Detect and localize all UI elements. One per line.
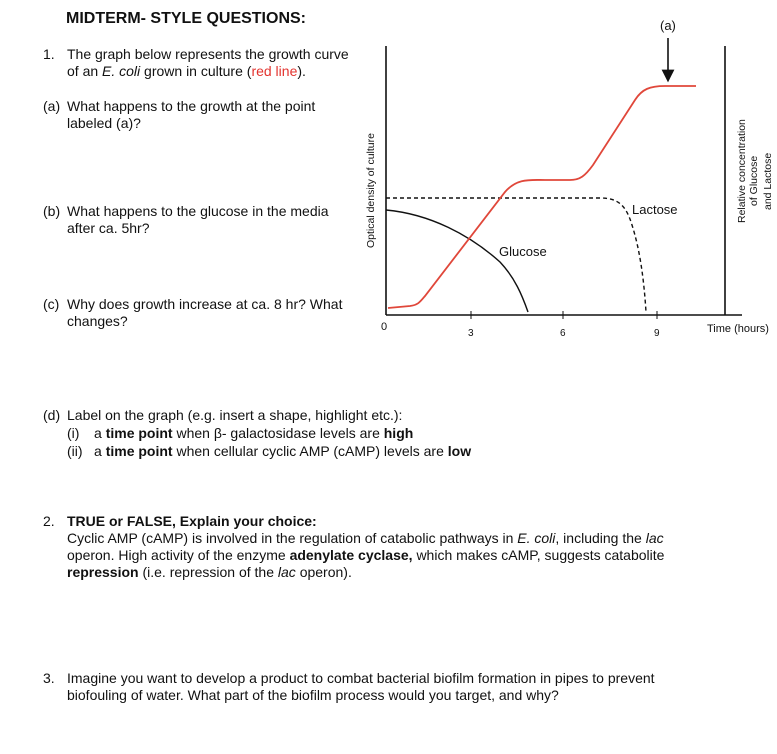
glucose-curve [386,210,528,312]
q1d-label: (d) [43,407,61,423]
q2-heading: TRUE or FALSE, Explain your choice: [67,513,317,529]
q1a-text: What happens to the growth at the point labeled (a)? [67,98,316,131]
q1b-text: What happens to the glucose in the media after ca. 5hr? [67,203,329,236]
q1b-label: (b) [43,203,61,219]
growth-curve [388,86,696,308]
q1d-ii-text: a time point when cellular cyclic AMP (cAMP) levels are low [94,443,472,459]
q1d-i-text: a time point when β- galactosidase levels are high [94,425,414,441]
growth-curve-graph [0,0,777,360]
y-axis-left-label: Optical density of culture [365,133,377,248]
y-axis-right-label-1: Relative concentration [736,119,748,223]
y-axis-right-label-3: and Lactose [762,152,774,210]
y-axis-right-label-2: of Glucose [748,155,760,206]
red-line-label: red line [251,63,298,79]
tick-label-6: 6 [560,328,566,339]
tick-label-0: 0 [381,321,388,333]
q1c-label: (c) [43,296,60,312]
lactose-label: Lactose [632,202,678,217]
x-axis-label: Time (hours) [707,323,769,335]
q1d-ii-label: (ii) [67,443,83,459]
page-title: MIDTERM- STYLE QUESTIONS: [66,10,306,27]
q1-number: 1. [43,46,55,62]
tick-label-9: 9 [654,328,660,339]
point-a-label: (a) [660,18,676,33]
glucose-label: Glucose [499,244,547,259]
q1-intro: The graph below represents the growth curve of an E. coli grown in culture (red line). [67,46,349,79]
q1a-label: (a) [43,98,61,114]
q2-text: Cyclic AMP (cAMP) is involved in the regulation of catabolic pathways in E. coli, including the lac operon. High activity of the enzyme adenylate cyclase, which makes cAMP, suggests catabolite repression (i.e. repression of the lac operon). [67,530,665,580]
q3-number: 3. [43,670,55,686]
q1c-text: Why does growth increase at ca. 8 hr? What changes? [67,296,343,329]
q2-number: 2. [43,513,55,529]
tick-label-3: 3 [468,328,474,339]
q1d-text: Label on the graph (e.g. insert a shape, highlight etc.): [67,407,403,423]
q3-text: Imagine you want to develop a product to combat bacterial biofilm formation in pipes to prevent biofouling of water. What part of the biofilm process would you target, and why? [67,670,655,703]
q1d-i-label: (i) [67,425,80,441]
